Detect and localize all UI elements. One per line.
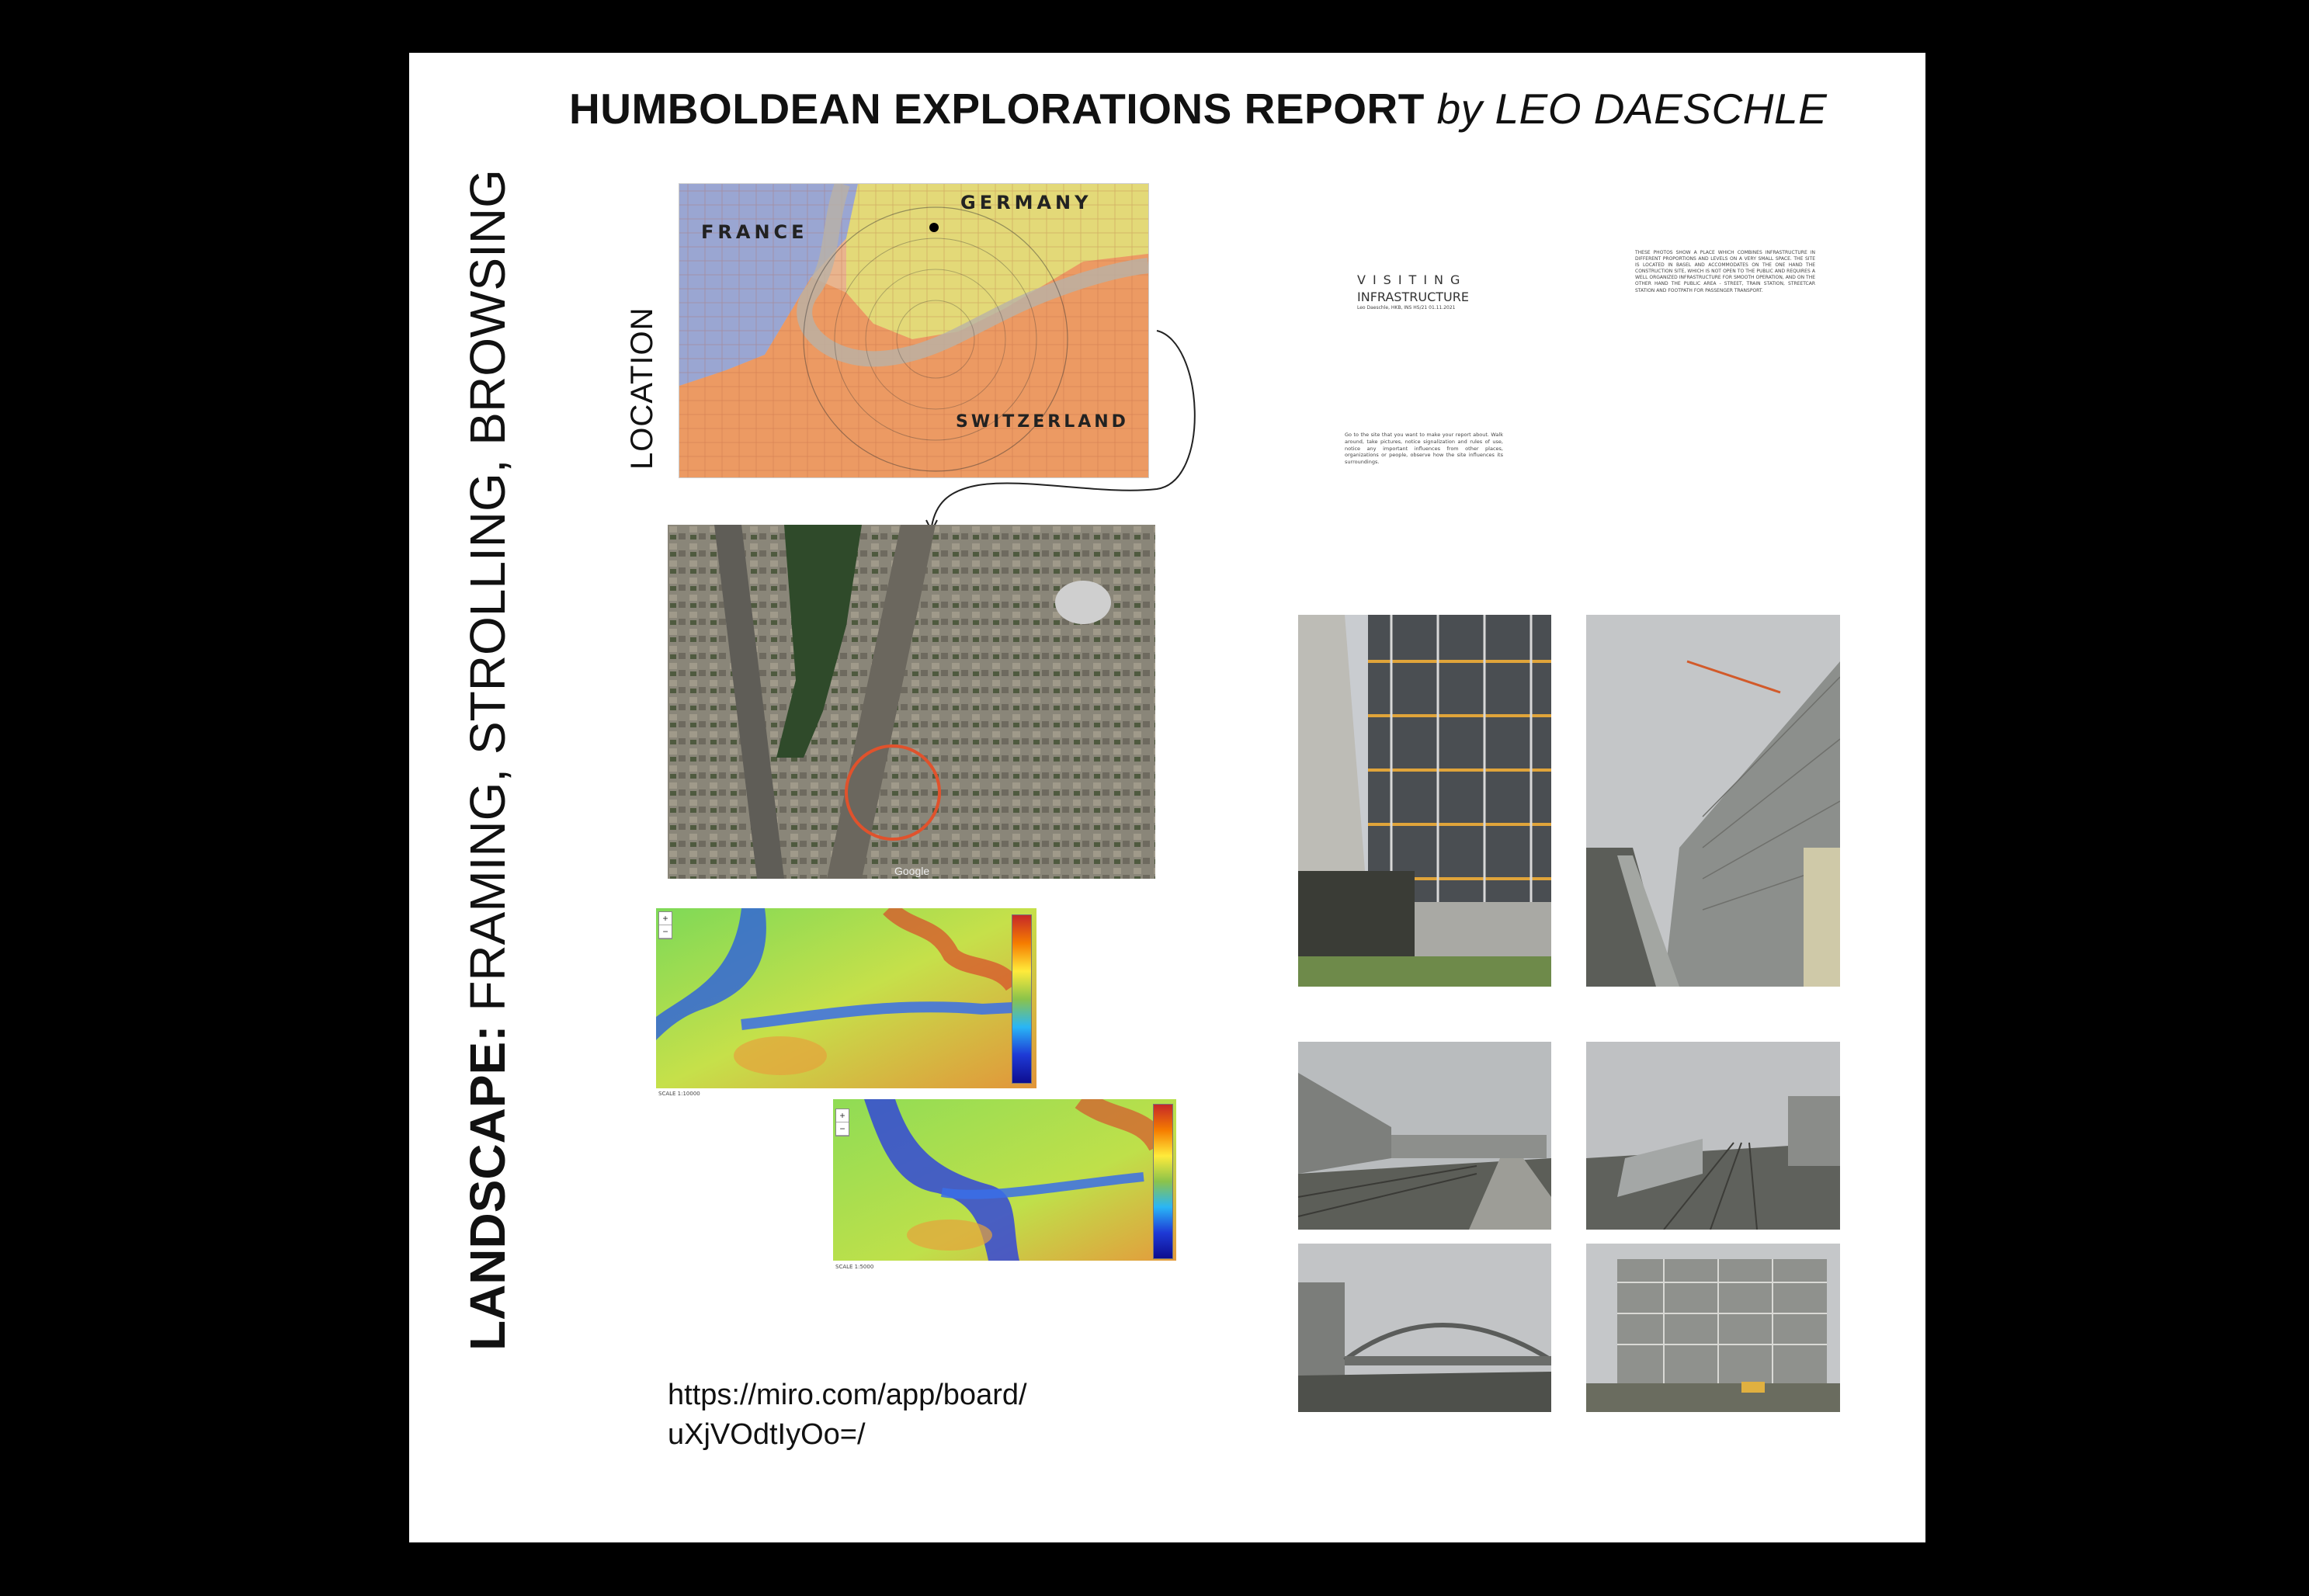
info-infrastructure: INFRASTRUCTURE [1357,290,1469,304]
connector-arrow [901,326,1227,536]
photo-arch-bridge [1298,1244,1551,1412]
aerial-photo [668,525,1155,879]
elevation-map-1-legend [1012,914,1032,1084]
url-line-1[interactable]: https://miro.com/app/board/ [668,1379,1027,1411]
elevation-map-2 [833,1099,1176,1261]
photo-platform-facade [1586,615,1840,987]
info-instructions: Go to the site that you want to make your report about. Walk around, take pictures, notice signalization and rules of use, notice any important influences from other places, organizations or people, observe how the site influences its surroundings. [1345,432,1503,466]
photo-construction-facade-graphic [1586,1244,1840,1412]
url-line-2[interactable]: uXjVOdtIyOo=/ [668,1418,866,1452]
zoom-in-icon[interactable]: + [659,912,672,925]
miro-board-url[interactable] [668,1376,1027,1455]
title-author: by LEO DAESCHLE [1436,85,1828,133]
elevation-map-2-graphic [833,1099,1176,1261]
photo-station-left [1298,1042,1551,1230]
elevation-map-2-scale: SCALE 1:5000 [835,1264,874,1270]
photo-station-right [1586,1042,1840,1230]
report-title [569,84,1842,134]
photo-station-right-graphic [1586,1042,1840,1230]
elevation-map-1-scale: SCALE 1:10000 [658,1091,700,1097]
zoom-out-icon[interactable]: − [836,1122,849,1136]
location-label: LOCATION [625,307,659,470]
photo-platform-facade-graphic [1586,615,1840,987]
elevation-map-1 [656,908,1036,1088]
aerial-photo-graphic [668,525,1155,879]
side-title-bold: LANDSCAPE: [460,1025,516,1351]
map-label-germany: GERMANY [960,192,1092,213]
info-byline: Leo Daeschle, HKB, INS HS/21 01.11.2021 [1357,305,1456,311]
map-label-france: FRANCE [701,221,808,243]
photo-scaffold-graphic [1298,615,1551,987]
title-main: HUMBOLDEAN EXPLORATIONS REPORT [569,85,1425,133]
side-title [459,169,516,1351]
info-visiting: VISITING [1357,272,1467,287]
elevation-map-2-zoom[interactable] [835,1109,849,1136]
elevation-map-2-legend [1153,1104,1173,1259]
aerial-watermark: Google [894,865,930,877]
zoom-in-icon[interactable]: + [836,1109,849,1122]
photo-construction-facade [1586,1244,1840,1412]
photo-station-left-graphic [1298,1042,1551,1230]
elevation-map-1-graphic [656,908,1036,1088]
map-label-switzerland: SWITZERLAND [956,412,1129,432]
zoom-out-icon[interactable]: − [659,925,672,939]
photo-scaffold-building [1298,615,1551,987]
info-description: THESE PHOTOS SHOW A PLACE WHICH COMBINES INFRASTRUCTURE IN DIFFERENT PROPORTIONS AND LEVELS ON A VERY SMALL SPACE. THE SITE IS LOCATED IN BASEL AND ACCOMMODATES ON THE ONE HAND THE CONSTRUCTION SITE, WHICH IS NOT OPEN TO THE PUBLIC AND REQUIRES A WELL ORGANIZED INFRASTRUCTURE FOR SMOOTH OPERATION, AND ON THE OTHER HAND THE PUBLIC AREA - STREET, TRAIN STATION, STREETCAR STATION AND FOOTPATH FOR PASSENGER TRANSPORT. [1635,250,1815,293]
elevation-map-1-zoom[interactable] [658,911,672,939]
photo-arch-bridge-graphic [1298,1244,1551,1412]
side-title-rest: FRAMING, STROLLING, BROWSING [460,169,516,1025]
